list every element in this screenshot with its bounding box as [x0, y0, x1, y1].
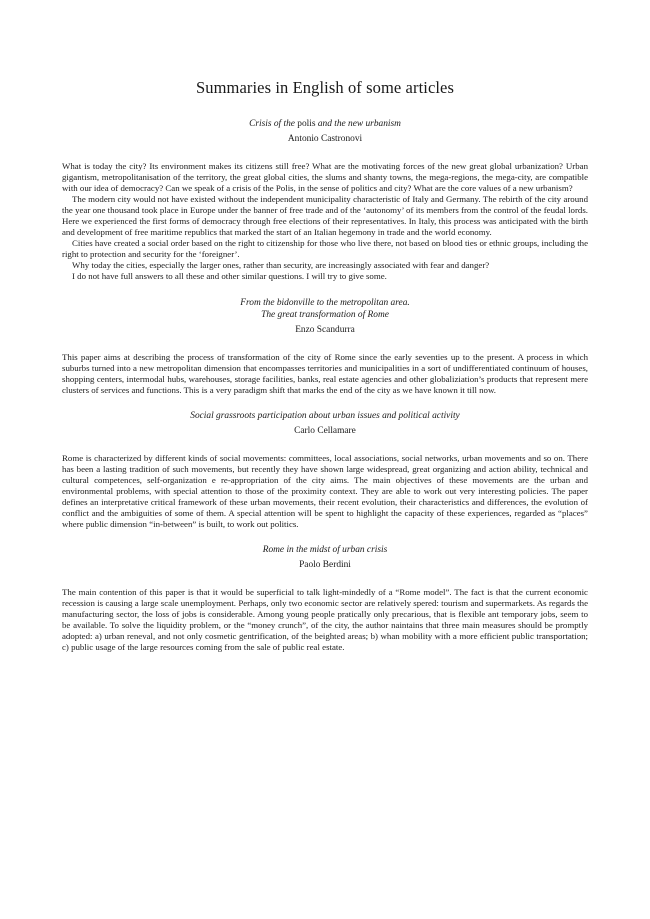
article-title-upright-word: polis	[297, 119, 316, 129]
article-title	[62, 118, 588, 130]
article-title: Social grassroots participation about urban issues and political activity	[190, 410, 460, 421]
article-title: Rome in the midst of urban crisis	[262, 545, 388, 556]
article-author: Antonio Castronovi	[287, 134, 363, 144]
article-paragraph: I do not have full answers to all these and other similar questions. I will try to give some.	[72, 271, 387, 282]
article-author: Paolo Berdini	[299, 560, 351, 571]
article-paragraph: Rome is characterized by different kinds of social movements: committees, local associations, social networks, urban movements and so on. There has been a lasting tradition of such movements, but recently they have shown large widespread, great organizing and action ability, technical and cultural competences, self-organization e re-appropriation of the city aims. The main objectives of these movements are the urban and environmental problems, with special attention to those of the proximity context. They are able to work out very interesting policies. The paper defines an interpretative critical framework of these urban movements, their recent evolution, their characteristics and differences, the evolution of conflict and the ambiguities of some of them. A special attention will be spent to highlight the capacity of these experiences, regarded as “places” where public dimension “in-between” is built, to work out politics.	[62, 452, 588, 529]
article-title-line: The great transformation of Rome	[261, 309, 389, 320]
article-author: Enzo Scandurra	[295, 324, 355, 335]
article-paragraph: Why today the cities, especially the larger ones, rather than security, are increasingly associated with fear and danger?	[72, 260, 490, 271]
article-title-part: Crisis of the	[249, 119, 298, 129]
article-title-part: and the new urbanism	[315, 119, 401, 129]
article-castronovi	[62, 118, 588, 283]
page-title: Summaries in English of some articles	[195, 78, 455, 97]
article-paragraph: Cities have created a social order based on the right to citizenship for those who live there, not based on blood ties or ethnic groups, including the right to protection and security for the ‘foreigner’.	[62, 238, 588, 260]
article-scandurra	[62, 297, 588, 396]
article-paragraph: What is today the city? Its environment makes its citizens still free? What are the motivating forces of the new great global urbanization? Urban gigantism, metropolitanisation of the territory, the great global cities, the slums and shanty towns, the mega-regions, the mega-city, are compatible with our idea of democracy? Can we speak of a crisis of the Polis, in the sense of politics and city? What are the core values of a new urbanism?	[62, 161, 588, 194]
article-author: Carlo Cellamare	[294, 425, 356, 436]
article-paragraph: This paper aims at describing the process of transformation of the city of Rome since the early seventies up to the present. A process in which suburbs turned into a new metropolitan dimension that encompasses territories and municipalities in a sort of undifferentiated continuum of houses, shopping centers, intermodal hubs, warehouses, storage facilities, banks, real estate agencies and other globaliziation’s products that represent mere clusters of services and functions. This is a very paradigm shift that marks the end of the city as we have known it till now.	[62, 351, 588, 395]
article-paragraph: The main contention of this paper is that it would be superficial to talk light-mindedly of a “Rome model”. The fact is that the current economic recession is causing a large scale unemployment. Perhaps, only two economic sector are relatively spered: tourism and supermarkets. As regards the manufacturing sector, the loss of jobs is considerable. Among young people pratically only precarious, that is flexible ant temporary jobs, seem to be available. To solve the liquidity problem, or the “money crunch”, of the city, the author naintains that three main measures should be promptly adopted: a) urban reneval, and not only cosmetic gentrification, of the beighted areas; b) whan mobility with a more efficient public transportation; c) public usage of the large resources coming from the sale of public real estate.	[62, 587, 588, 653]
article-title-line: From the bidonville to the metropolitan area.	[240, 297, 410, 308]
article-paragraph: The modern city would not have existed without the independent municipality characteristic of Italy and Germany. The rebirth of the city around the year one thousand took place in Europe under the banner of free trade and of the ‘autonomy’ of its members from the control of the feudal lords. Here we experienced the first forms of democracy through free elections of their representatives. In Italy, this process was anticipated with the birth and development of free maritime republics that marked the start of an Italian hegemony in trade and the world economy.	[62, 194, 588, 238]
article-cellamare	[62, 410, 588, 530]
article-berdini	[62, 544, 588, 653]
document-page	[62, 78, 588, 667]
